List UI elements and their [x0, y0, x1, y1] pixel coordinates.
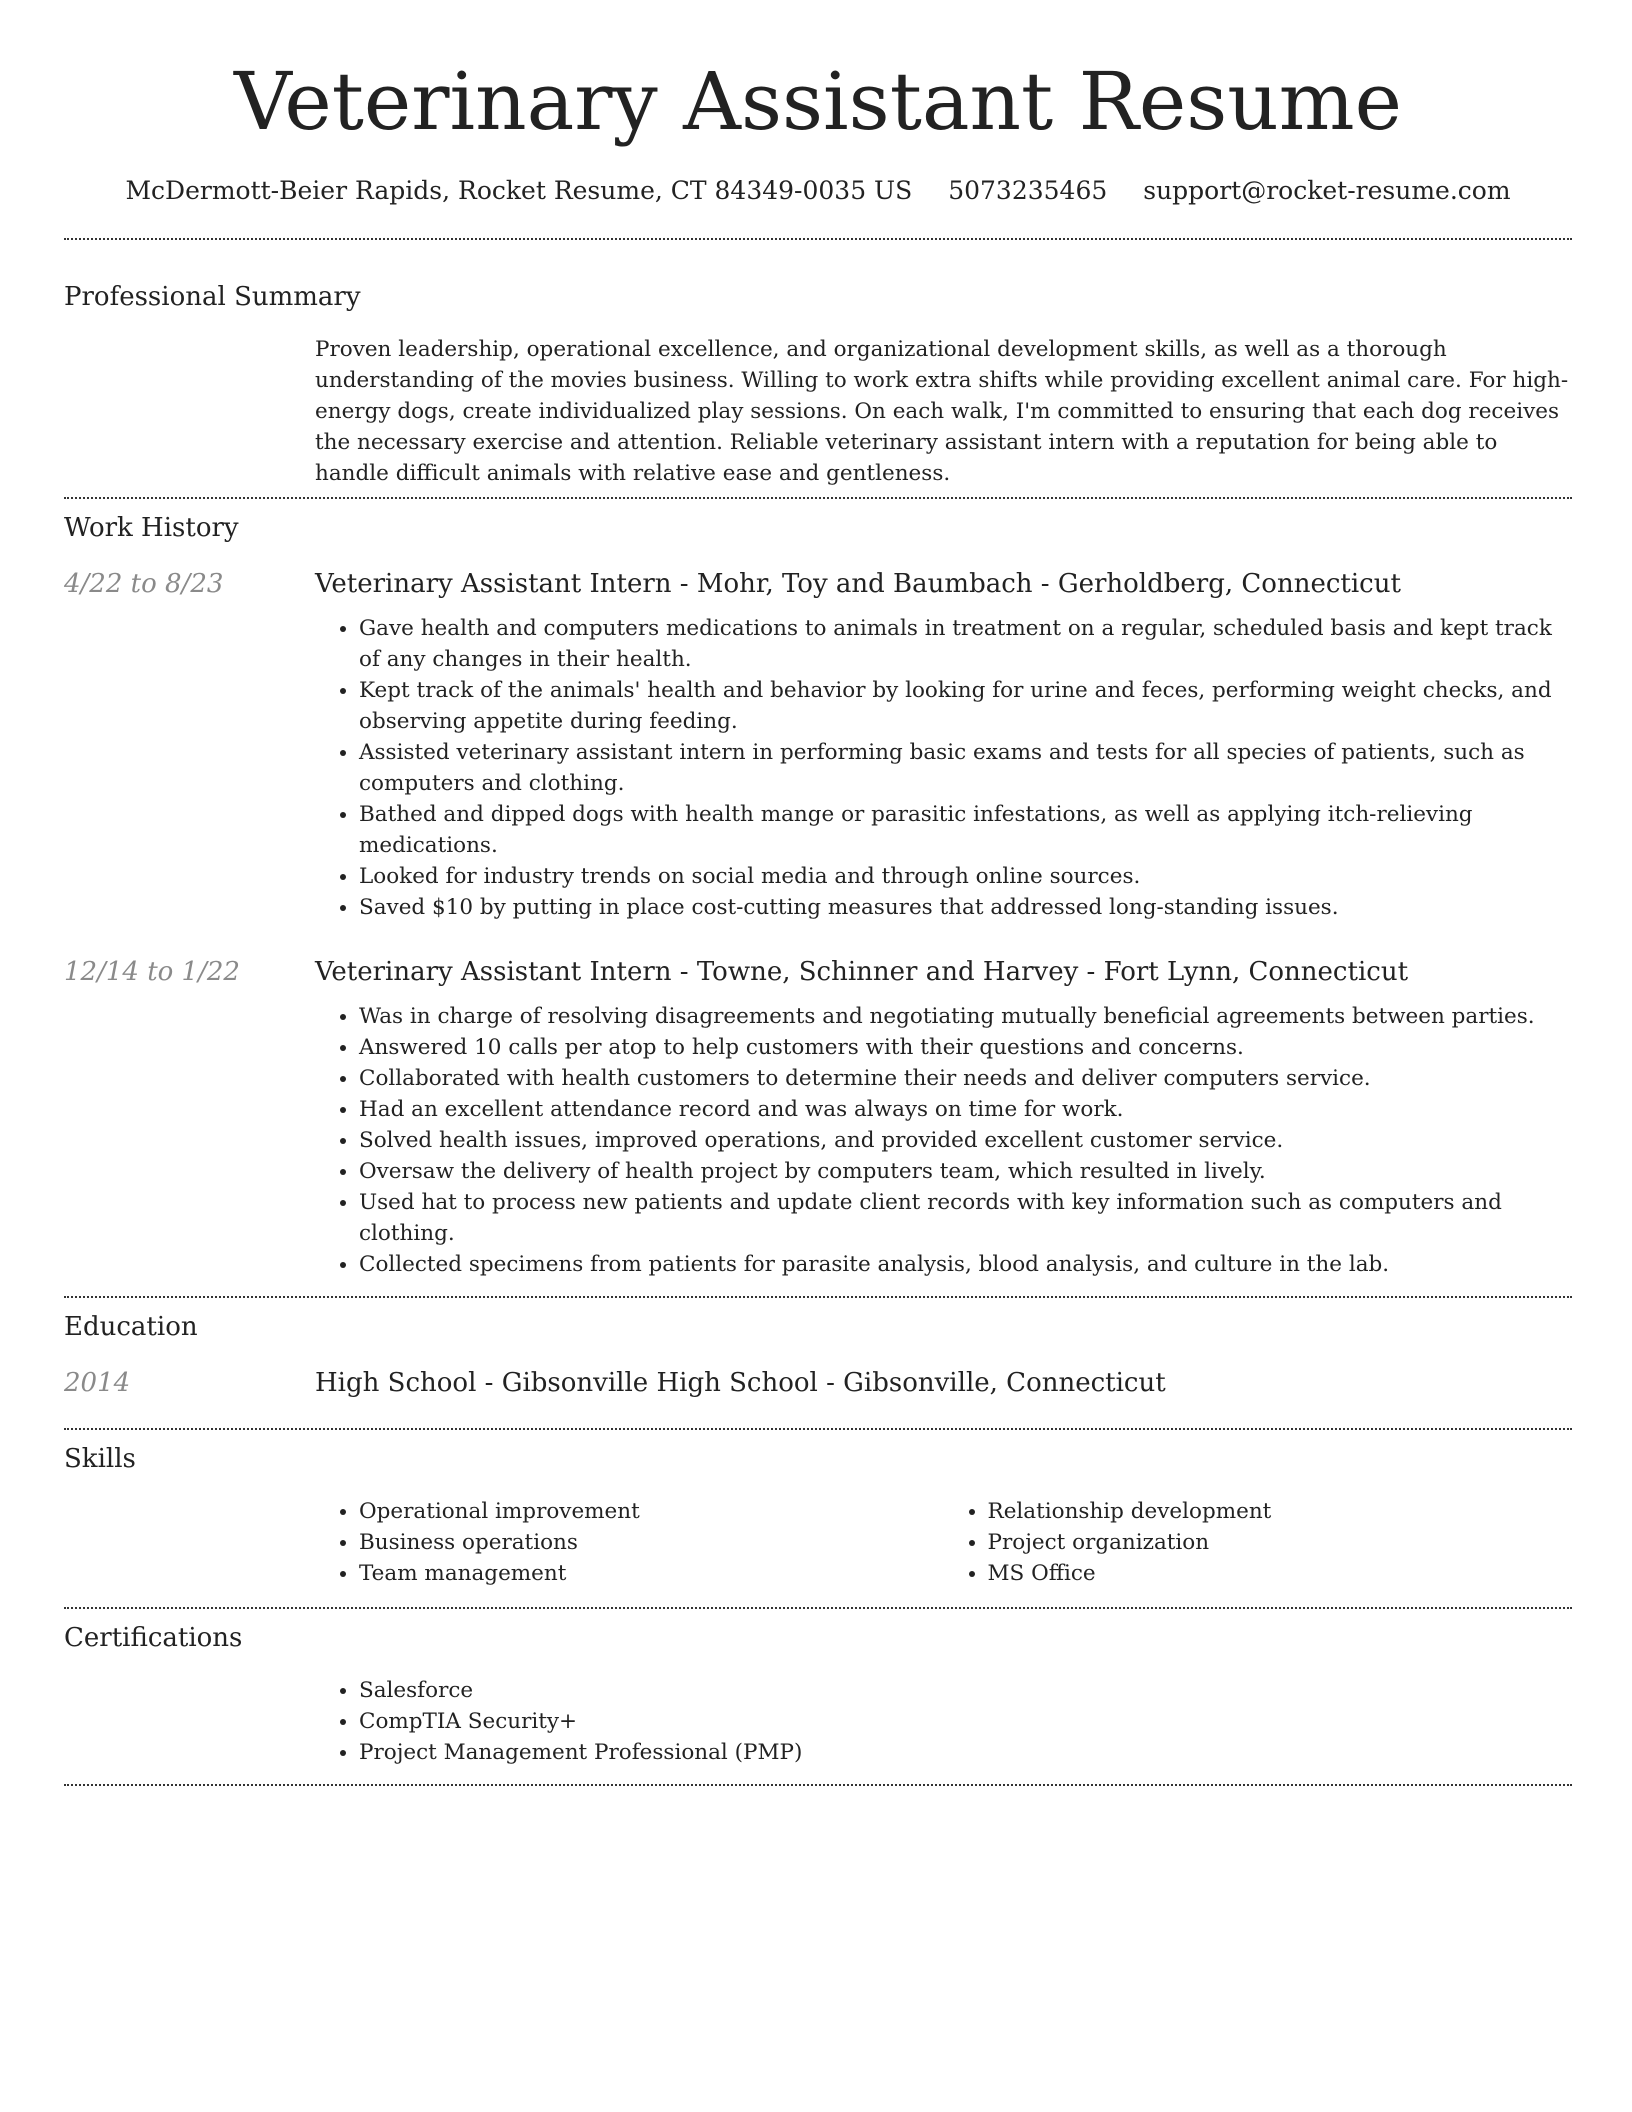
job-dates: 4/22 to 8/23: [64, 569, 224, 599]
education-entry: [64, 1366, 1572, 1400]
certification-item: • Project Management Professional (PMP): [359, 1737, 1572, 1768]
work-history-section: [64, 499, 1572, 1296]
section-heading-summary: Professional Summary: [64, 282, 361, 312]
section-heading-skills: Skills: [64, 1444, 136, 1474]
section-heading-work-history: Work History: [64, 513, 239, 543]
skill-item: • Operational improvement: [359, 1496, 944, 1527]
certifications-section: [64, 1609, 1572, 1784]
job-bullet: • Gave health and computers medications to animals in treatment on a regular, scheduled basis and kept track of any changes in their health.: [359, 613, 1572, 675]
certification-item: • CompTIA Security+: [359, 1706, 1572, 1737]
education-section: [64, 1298, 1572, 1428]
contact-line: [64, 174, 1572, 208]
job-bullet: • Answered 10 calls per atop to help customers with their questions and concerns.: [359, 1032, 1572, 1063]
skill-item: • MS Office: [988, 1558, 1573, 1589]
job-bullet: • Collected specimens from patients for parasite analysis, blood analysis, and culture in the lab.: [359, 1249, 1572, 1280]
section-heading-certifications: Certifications: [64, 1623, 243, 1653]
resume-page: [64, 0, 1572, 1786]
resume-title: Veterinary Assistant Resume: [233, 55, 1402, 148]
job-bullet: • Bathed and dipped dogs with health mange or parasitic infestations, as well as applying itch-relieving medications.: [359, 799, 1572, 861]
job-bullet: • Saved $10 by putting in place cost-cutting measures that addressed long-standing issues.: [359, 892, 1572, 923]
contact-phone: 5073235465: [948, 176, 1108, 205]
job-entry: [64, 567, 1572, 923]
job-entry: [64, 955, 1572, 1280]
job-bullets: [315, 1001, 1572, 1280]
job-bullet: • Kept track of the animals' health and behavior by looking for urine and feces, performing weight checks, and observing appetite during feeding.: [359, 675, 1572, 737]
job-title: Veterinary Assistant Intern - Towne, Schinner and Harvey - Fort Lynn, Connecticut: [315, 957, 1409, 987]
summary-section: [64, 240, 1572, 497]
education-title: High School - Gibsonville High School - Gibsonville, Connecticut: [315, 1368, 1166, 1398]
skill-item: • Relationship development: [988, 1496, 1573, 1527]
skills-list-right: [944, 1496, 1573, 1589]
job-bullets: [315, 613, 1572, 923]
job-dates: 12/14 to 1/22: [64, 957, 240, 987]
divider: [64, 1784, 1572, 1786]
job-bullet: • Had an excellent attendance record and was always on time for work.: [359, 1094, 1572, 1125]
job-bullet: • Used hat to process new patients and update client records with key information such as computers and clothing.: [359, 1187, 1572, 1249]
skills-grid: [315, 1496, 1572, 1589]
job-bullet: • Was in charge of resolving disagreements and negotiating mutually beneficial agreements between parties.: [359, 1001, 1572, 1032]
skill-item: • Team management: [359, 1558, 944, 1589]
section-heading-education: Education: [64, 1312, 198, 1342]
skills-section: [64, 1430, 1572, 1607]
certifications-list: [315, 1675, 1572, 1768]
job-title: Veterinary Assistant Intern - Mohr, Toy and Baumbach - Gerholdberg, Connecticut: [315, 569, 1401, 599]
summary-text: Proven leadership, operational excellence, and organizational development skills, as well as a thorough understanding of the movies business. Willing to work extra shifts while providing excellent animal care. For high-energy dogs, create individualized play sessions. On each walk, I'm committed to ensuring that each dog receives the necessary exercise and attention. Reliable veterinary assistant intern with a reputation for being able to handle difficult animals with relative ease and gentleness.: [315, 337, 1569, 486]
contact-email: support@rocket-resume.com: [1143, 176, 1511, 205]
job-bullet: • Solved health issues, improved operations, and provided excellent customer service.: [359, 1125, 1572, 1156]
job-bullet: • Oversaw the delivery of health project by computers team, which resulted in lively.: [359, 1156, 1572, 1187]
job-bullet: • Collaborated with health customers to determine their needs and deliver computers service.: [359, 1063, 1572, 1094]
education-dates: 2014: [64, 1368, 131, 1398]
certification-item: • Salesforce: [359, 1675, 1572, 1706]
job-bullet: • Assisted veterinary assistant intern in performing basic exams and tests for all species of patients, such as computers and clothing.: [359, 737, 1572, 799]
skill-item: • Project organization: [988, 1527, 1573, 1558]
job-bullet: • Looked for industry trends on social media and through online sources.: [359, 861, 1572, 892]
skills-list-left: [315, 1496, 944, 1589]
contact-address: McDermott-Beier Rapids, Rocket Resume, CT 84349-0035 US: [125, 176, 913, 205]
skill-item: • Business operations: [359, 1527, 944, 1558]
